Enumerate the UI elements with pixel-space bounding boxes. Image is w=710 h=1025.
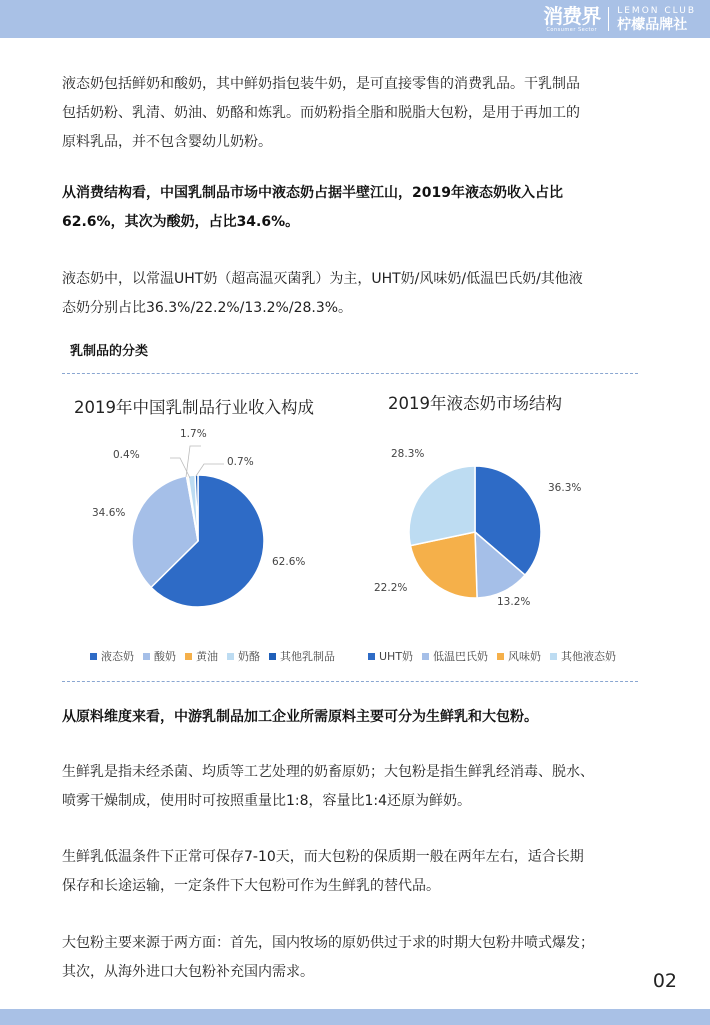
chart-2-legend <box>368 648 616 664</box>
paragraph-5 <box>62 758 652 816</box>
logo-english: LEMON CLUB <box>617 5 696 16</box>
page-number: 02 <box>652 970 677 992</box>
chart-2-slice-3 <box>409 466 475 546</box>
chart-1-label-liquid-milk: 62.6% <box>272 556 306 568</box>
legend-swatch <box>368 653 375 660</box>
paragraph-7-line-2: 其次，从海外进口大包粉补充国内需求。 <box>62 964 314 980</box>
paragraph-7 <box>62 929 652 987</box>
legend-item <box>550 648 616 664</box>
pie-chart-1 <box>132 446 264 607</box>
paragraph-4-highlight <box>62 703 652 732</box>
paragraph-4-line-1: 从原料维度来看，中游乳制品加工企业所需原料主要可分为生鲜乳和大包粉。 <box>62 709 538 725</box>
chart-1-label-yogurt: 34.6% <box>92 507 126 519</box>
leader-line-other <box>196 464 224 476</box>
chart-1-label-other: 0.7% <box>227 456 254 468</box>
legend-swatch <box>227 653 234 660</box>
legend-label: 奶酪 <box>238 650 260 663</box>
legend-label: 黄油 <box>196 650 218 663</box>
legend-item <box>227 648 260 664</box>
paragraph-2-line-2: 62.6%，其次为酸奶，占比34.6%。 <box>62 214 300 230</box>
legend-label: 其他乳制品 <box>280 650 335 663</box>
legend-swatch <box>143 653 150 660</box>
logo-mark-sub: Consumer Sector <box>546 26 598 33</box>
legend-swatch <box>90 653 97 660</box>
chart-1-label-cheese: 1.7% <box>180 428 207 440</box>
chart-1-title: 2019年中国乳制品行业收入构成 <box>74 398 314 417</box>
legend-label: UHT奶 <box>379 650 414 663</box>
logo-chinese: 柠檬品牌社 <box>617 16 688 33</box>
paragraph-6-line-1: 生鲜乳低温条件下正常可保存7-10天，而大包粉的保质期一般在两年左右，适合长期 <box>62 849 584 865</box>
paragraph-6-line-2: 保存和长途运输，一定条件下大包粉可作为生鲜乳的替代品。 <box>62 878 440 894</box>
legend-swatch <box>185 653 192 660</box>
legend-item <box>90 648 134 664</box>
paragraph-5-line-2: 喷雾干燥制成，使用时可按照重量比1:8，容量比1:4还原为鲜奶。 <box>62 793 472 809</box>
paragraph-1-line-3: 原料乳品，并不包含婴幼儿奶粉。 <box>62 134 272 150</box>
legend-swatch <box>550 653 557 660</box>
chart-2-label-pasteurized: 13.2% <box>497 596 531 608</box>
chart-2-label-flavored: 22.2% <box>374 582 408 594</box>
chart-1-label-butter: 0.4% <box>113 449 140 461</box>
legend-item <box>269 648 335 664</box>
paragraph-6 <box>62 843 652 901</box>
legend-item <box>368 648 413 664</box>
footer-band <box>0 1009 710 1025</box>
paragraph-7-line-1: 大包粉主要来源于两方面：首先，国内牧场的原奶供过于求的时期大包粉井喷式爆发； <box>62 935 594 951</box>
legend-item <box>185 648 218 664</box>
pie-chart-2 <box>409 466 541 598</box>
paragraph-2-line-1: 从消费结构看，中国乳制品市场中液态奶占据半壁江山，2019年液态奶收入占比 <box>62 185 563 201</box>
figure-bottom-rule <box>62 681 638 682</box>
legend-swatch <box>422 653 429 660</box>
paragraph-3-line-2: 态奶分别占比36.3%/22.2%/13.2%/28.3%。 <box>62 300 353 316</box>
figure-title: 乳制品的分类 <box>70 344 149 359</box>
legend-item <box>497 648 541 664</box>
paragraph-1-line-2: 包括奶粉、乳清、奶油、奶酪和炼乳。而奶粉指全脂和脱脂大包粉，是用于再加工的 <box>62 105 580 121</box>
legend-swatch <box>269 653 276 660</box>
chart-1-legend <box>90 648 335 664</box>
logo-mark: 消费界 <box>543 3 601 28</box>
legend-label: 低温巴氏奶 <box>433 650 489 663</box>
chart-2-title: 2019年液态奶市场结构 <box>388 394 562 413</box>
legend-label: 风味奶 <box>508 650 542 663</box>
legend-label: 液态奶 <box>101 650 134 663</box>
paragraph-1-line-1: 液态奶包括鲜奶和酸奶，其中鲜奶指包装牛奶，是可直接零售的消费乳品。干乳制品 <box>62 76 580 92</box>
legend-item <box>422 648 488 664</box>
legend-swatch <box>497 653 504 660</box>
legend-label: 酸奶 <box>154 650 176 663</box>
chart-2-label-other-liquid: 28.3% <box>391 448 425 460</box>
paragraph-5-line-1: 生鲜乳是指未经杀菌、均质等工艺处理的奶畜原奶；大包粉是指生鲜乳经消毒、脱水、 <box>62 764 594 780</box>
legend-item <box>143 648 176 664</box>
chart-2-label-uht: 36.3% <box>548 482 582 494</box>
paragraph-3-line-1: 液态奶中，以常温UHT奶（超高温灭菌乳）为主，UHT奶/风味奶/低温巴氏奶/其他液 <box>62 271 583 287</box>
legend-label: 其他液态奶 <box>561 650 617 663</box>
